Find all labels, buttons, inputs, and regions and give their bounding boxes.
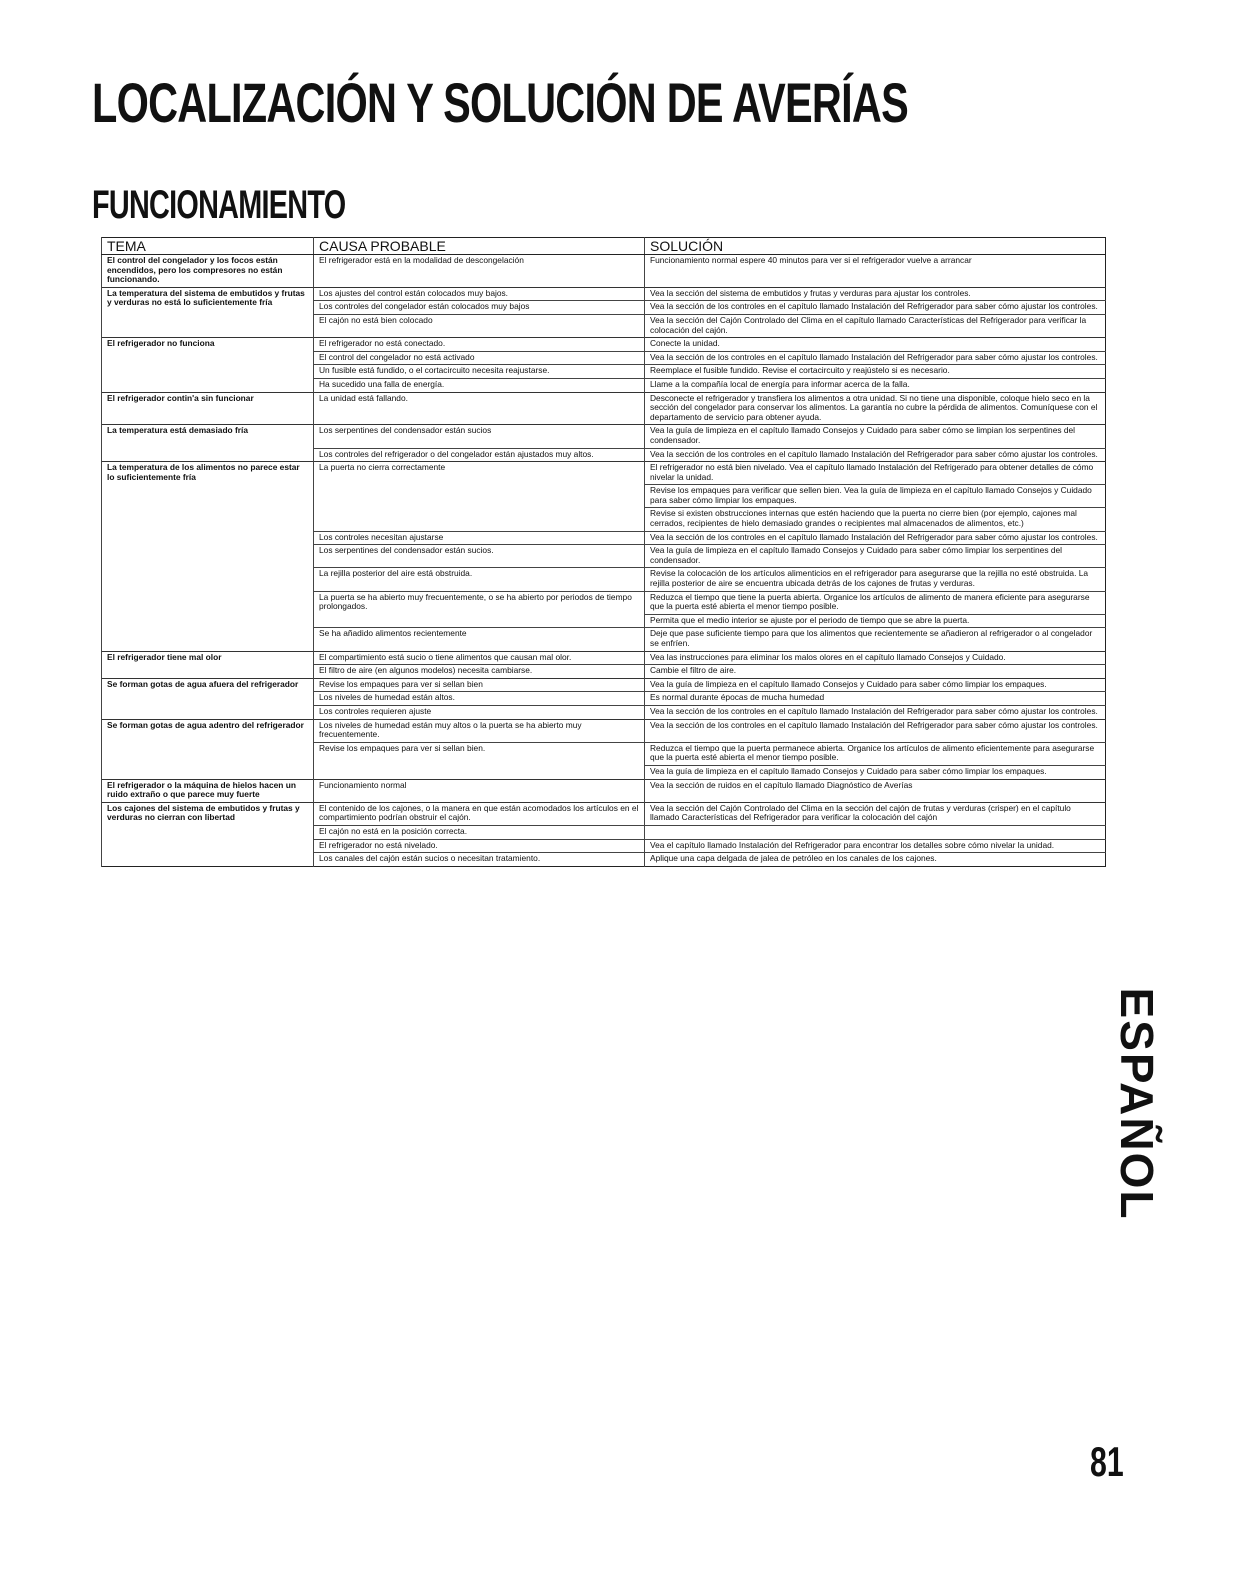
solucion-cell: Vea la guía de limpieza en el capítulo llamado Consejos y Cuidado para saber cómo limpiar los serpentines del condensador. — [645, 545, 1106, 568]
solucion-cell: Es normal durante épocas de mucha humedad — [645, 692, 1106, 706]
causa-cell: La puerta se ha abierto muy frecuentemente, o se ha abierto por periodos de tiempo prolongados. — [314, 591, 645, 628]
causa-cell: Un fusible está fundido, o el cortacircuito necesita reajustarse. — [314, 365, 645, 379]
solucion-cell: Conecte la unidad. — [645, 338, 1106, 352]
header-causa: CAUSA PROBABLE — [314, 238, 645, 255]
solucion-cell: Vea la sección de los controles en el capítulo llamado Instalación del Refrigerador para saber cómo ajustar los controles. — [645, 301, 1106, 315]
causa-cell: El cajón no está bien colocado — [314, 314, 645, 337]
table-row — [102, 802, 1106, 825]
solucion-cell: Vea la guía de limpieza en el capítulo llamado Consejos y Cuidado para saber cómo limpiar los empaques. — [645, 765, 1106, 779]
causa-cell: El filtro de aire (en algunos modelos) necesita cambiarse. — [314, 665, 645, 679]
tema-cell: El refrigerador o la máquina de hielos hacen un ruido extraño o que parece muy fuerte — [102, 779, 314, 802]
solucion-cell: Vea el capítulo llamado Instalación del Refrigerador para encontrar los detalles sobre cómo nivelar la unidad. — [645, 839, 1106, 853]
solucion-cell: El refrigerador no está bien nivelado. Vea el capítulo llamado Instalación del Refrigerado para obtener detalles de cómo nivelar la unidad. — [645, 462, 1106, 485]
tema-cell: El refrigerador tiene mal olor — [102, 651, 314, 678]
tema-cell: Los cajones del sistema de embutidos y frutas y verduras no cierran con libertad — [102, 802, 314, 866]
tema-cell: La temperatura del sistema de embutidos y frutas y verduras no está lo suficientemente fría — [102, 287, 314, 337]
solucion-cell: Reemplace el fusible fundido. Revise el cortacircuito y reajústelo si es necesario. — [645, 365, 1106, 379]
table-header-row — [102, 238, 1106, 255]
causa-cell: El refrigerador no está nivelado. — [314, 839, 645, 853]
solucion-cell: Vea la sección de los controles en el capítulo llamado Instalación del Refrigerador para saber cómo ajustar los controles. — [645, 351, 1106, 365]
tema-cell: El control del congelador y los focos están encendidos, pero los compresores no están funcionando. — [102, 255, 314, 288]
table-row — [102, 719, 1106, 742]
table-row — [102, 678, 1106, 692]
table-row — [102, 392, 1106, 425]
causa-cell: La unidad está fallando. — [314, 392, 645, 425]
solucion-cell: Vea la sección del Cajón Controlado del Clima en el capítulo llamado Características del Refrigerador para verificar la colocación del cajón. — [645, 314, 1106, 337]
causa-cell: Los serpentines del condensador están sucios — [314, 425, 645, 448]
header-solucion: SOLUCIÓN — [645, 238, 1106, 255]
solucion-cell: Cambie el filtro de aire. — [645, 665, 1106, 679]
solucion-cell: Revise la colocación de los artículos alimenticios en el refrigerador para asegurarse que la rejilla no esté obstruida. La rejilla posterior de aire se encuentra ubicada detrás de los cajones de frutas y verduras. — [645, 568, 1106, 591]
causa-cell: Los controles necesitan ajustarse — [314, 531, 645, 545]
page-number: 81 — [1090, 1438, 1124, 1485]
solucion-cell: Vea la sección de los controles en el capítulo llamado Instalación del Refrigerador para saber cómo ajustar los controles. — [645, 705, 1106, 719]
tema-cell: La temperatura está demasiado fría — [102, 425, 314, 462]
causa-cell: Revise los empaques para ver si sellan bien — [314, 678, 645, 692]
solucion-cell: Vea la sección del sistema de embutidos y frutas y verduras para ajustar los controles. — [645, 287, 1106, 301]
causa-cell: Funcionamiento normal — [314, 779, 645, 802]
table-row — [102, 338, 1106, 352]
solucion-cell: Vea la sección de los controles en el capítulo llamado Instalación del Refrigerador para saber cómo ajustar los controles. — [645, 448, 1106, 462]
causa-cell: Revise los empaques para ver si sellan bien. — [314, 742, 645, 779]
table-row — [102, 651, 1106, 665]
causa-cell: Los niveles de humedad están muy altos o la puerta se ha abierto muy frecuentemente. — [314, 719, 645, 742]
solucion-cell: Revise si existen obstrucciones internas que estén haciendo que la puerta no cierre bien (por ejemplo, cajones mal cerrados, recipientes de hielo demasiado grandes o recipientes mal almacenados de alimentos, etc.) — [645, 508, 1106, 531]
solucion-cell: Vea la sección de los controles en el capítulo llamado Instalación del Refrigerador para saber cómo ajustar los controles. — [645, 719, 1106, 742]
causa-cell: Los niveles de humedad están altos. — [314, 692, 645, 706]
causa-cell: Ha sucedido una falla de energía. — [314, 378, 645, 392]
solucion-cell: Funcionamiento normal espere 40 minutos para ver si el refrigerador vuelve a arrancar — [645, 255, 1106, 288]
solucion-cell: Vea la sección del Cajón Controlado del Clima en la sección del cajón de frutas y verduras (crisper) en el capítulo llamado Características del Refrigerador para verificar la colocación del cajón — [645, 802, 1106, 825]
side-label-text: ESPAÑOL — [1111, 987, 1163, 1221]
solucion-cell: Permita que el medio interior se ajuste por el periodo de tiempo que se abre la puerta. — [645, 614, 1106, 628]
tema-cell: Se forman gotas de agua afuera del refrigerador — [102, 678, 314, 719]
causa-cell: El compartimiento está sucio o tiene alimentos que causan mal olor. — [314, 651, 645, 665]
section-title: FUNCIONAMIENTO — [92, 183, 346, 227]
solucion-cell: Vea la sección de ruidos en el capítulo llamado Diagnóstico de Averías — [645, 779, 1106, 802]
causa-cell: El control del congelador no está activado — [314, 351, 645, 365]
causa-cell: El refrigerador está en la modalidad de descongelación — [314, 255, 645, 288]
causa-cell: El contenido de los cajones, o la manera en que están acomodados los artículos en el compartimiento podrían obstruir el cajón. — [314, 802, 645, 825]
table-row — [102, 779, 1106, 802]
table-row — [102, 462, 1106, 485]
causa-cell: La puerta no cierra correctamente — [314, 462, 645, 532]
solucion-cell: Vea la sección de los controles en el capítulo llamado Instalación del Refrigerador para saber cómo ajustar los controles. — [645, 531, 1106, 545]
tema-cell: El refrigerador no funciona — [102, 338, 314, 392]
table-row — [102, 255, 1106, 288]
tema-cell: El refrigerador contin'a sin funcionar — [102, 392, 314, 425]
table-body — [102, 255, 1106, 867]
solucion-cell: Deje que pase suficiente tiempo para que los alimentos que recientemente se añadieron al refrigerador o al congelador se enfríen. — [645, 628, 1106, 651]
causa-cell: Los controles requieren ajuste — [314, 705, 645, 719]
causa-cell: Los serpentines del condensador están sucios. — [314, 545, 645, 568]
tema-cell: Se forman gotas de agua adentro del refrigerador — [102, 719, 314, 779]
causa-cell: Los controles del congelador están colocados muy bajos — [314, 301, 645, 315]
causa-cell: La rejilla posterior del aire está obstruida. — [314, 568, 645, 591]
solucion-cell: Vea la guía de limpieza en el capítulo llamado Consejos y Cuidado para saber cómo se limpian los serpentines del condensador. — [645, 425, 1106, 448]
solucion-cell: Revise los empaques para verificar que sellen bien. Vea la guía de limpieza en el capítulo llamado Consejos y Cuidado para saber cómo limpiar los empaques. — [645, 485, 1106, 508]
causa-cell: Se ha añadido alimentos recientemente — [314, 628, 645, 651]
causa-cell: El cajón no está en la posición correcta. — [314, 825, 645, 839]
solucion-cell: Desconecte el refrigerador y transfiera los alimentos a otra unidad. Si no tiene una disponible, coloque hielo seco en la sección del congelador para conservar los alimentos. La garantía no cubre la pérdida de alimentos. Comuníquese con el departamento de servicio para obtener ayuda. — [645, 392, 1106, 425]
causa-cell: Los controles del refrigerador o del congelador están ajustados muy altos. — [314, 448, 645, 462]
solucion-cell: Vea la guía de limpieza en el capítulo llamado Consejos y Cuidado para saber cómo limpiar los empaques. — [645, 678, 1106, 692]
solucion-cell — [645, 825, 1106, 839]
page-title: LOCALIZACIÓN Y SOLUCIÓN DE AVERÍAS — [92, 71, 908, 134]
troubleshooting-table — [101, 237, 1106, 867]
language-side-label — [1111, 987, 1163, 1221]
header-tema: TEMA — [102, 238, 314, 255]
causa-cell: Los canales del cajón están sucios o necesitan tratamiento. — [314, 853, 645, 867]
table-row — [102, 425, 1106, 448]
solucion-cell: Vea las instrucciones para eliminar los malos olores en el capítulo llamado Consejos y Cuidado. — [645, 651, 1106, 665]
solucion-cell: Aplique una capa delgada de jalea de petróleo en los canales de los cajones. — [645, 853, 1106, 867]
table-row — [102, 287, 1106, 301]
solucion-cell: Llame a la compañía local de energía para informar acerca de la falla. — [645, 378, 1106, 392]
causa-cell: El refrigerador no está conectado. — [314, 338, 645, 352]
solucion-cell: Reduzca el tiempo que la puerta permanece abierta. Organice los artículos de alimento eficientemente para asegurarse que la puerta esté abierta el menor tiempo posible. — [645, 742, 1106, 765]
solucion-cell: Reduzca el tiempo que tiene la puerta abierta. Organice los artículos de alimento de manera eficiente para asegurarse que la puerta esté abierta el menor tiempo posible. — [645, 591, 1106, 614]
causa-cell: Los ajustes del control están colocados muy bajos. — [314, 287, 645, 301]
tema-cell: La temperatura de los alimentos no parece estar lo suficientemente fría — [102, 462, 314, 652]
